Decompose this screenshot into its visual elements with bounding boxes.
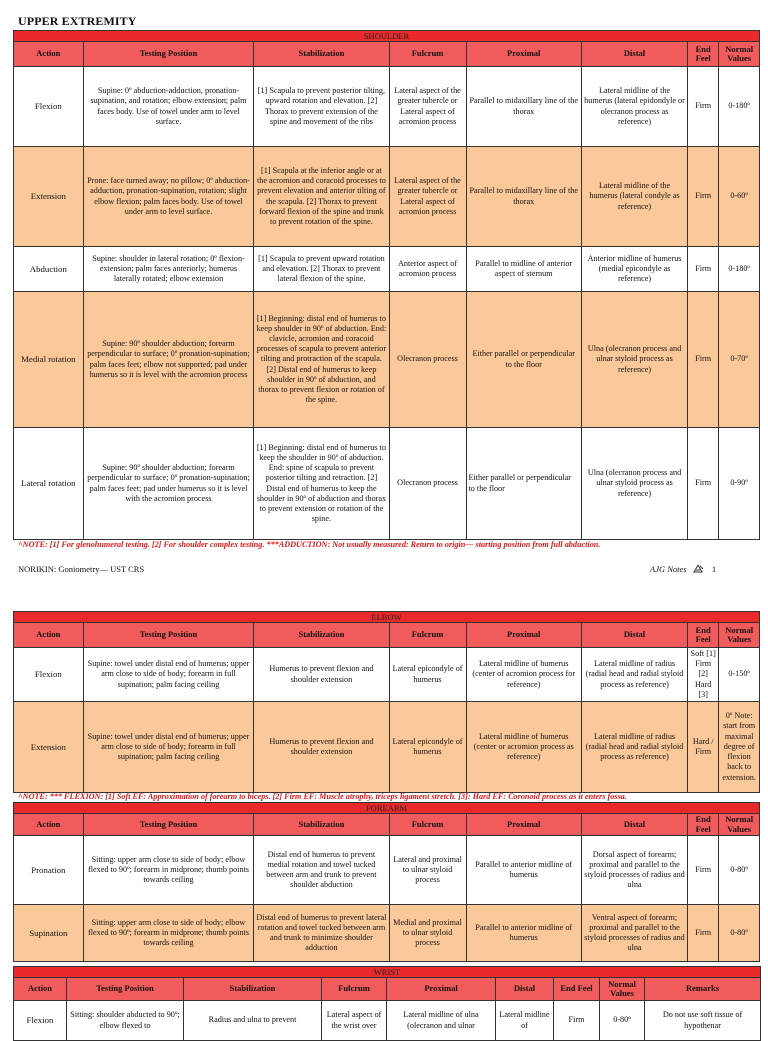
table-row — [14, 147, 760, 247]
table-row — [14, 702, 760, 793]
cell-stabilization: Radius and ulna to prevent — [184, 1001, 322, 1041]
col-header-end-feel: End Feel — [554, 978, 600, 1001]
col-header-proximal: Proximal — [387, 978, 496, 1001]
col-header-fulcrum: Fulcrum — [322, 978, 387, 1001]
cell-stabilization: [1] Scapula to prevent posterior tilting, upward rotation and elevation. [2] Thorax to prevent extension of the spine and movement of the ribs — [254, 67, 389, 147]
col-header-normal-values: Normal Values — [719, 42, 760, 67]
cell-normal-values: 0-180º — [719, 247, 760, 292]
notes-icon — [693, 564, 704, 573]
cell-proximal: Parallel to anterior midline of humerus — [466, 905, 581, 962]
section-label: ELBOW — [14, 612, 760, 623]
col-header-action: Action — [14, 623, 84, 648]
col-header-normal-values: Normal Values — [600, 978, 645, 1001]
col-header-fulcrum: Fulcrum — [389, 42, 466, 67]
cell-proximal: Lateral midline of ulna (olecranon and ulnar — [387, 1001, 496, 1041]
cell-distal: Lateral midline of — [496, 1001, 554, 1041]
col-header-distal: Distal — [581, 814, 687, 836]
cell-proximal: Lateral midline of humerus (center of acromion process for reference) — [466, 648, 581, 702]
shoulder-note: ^NOTE: [1] For glenohumeral testing. [2] For shoulder complex testing. ***ADDUCTION: Not usually measured: Return to origin— starting position from full abduction. — [18, 540, 601, 549]
cell-testing-position: Supine: 90º shoulder abduction; forearm perpendicular to surface; 0º pronation-supination; palm faces feet; pad under humerus so it is level with the acromion process — [83, 428, 254, 540]
cell-end-feel: Firm — [688, 147, 719, 247]
action-cell: Extension — [14, 147, 84, 247]
cell-normal-values: 0-60º — [719, 147, 760, 247]
table-row — [14, 428, 760, 540]
action-cell: Abduction — [14, 247, 84, 292]
wrist-table — [13, 966, 761, 1041]
elbow-note: ^NOTE: *** FLEXION: [1] Soft EF: Approximation of forearm to biceps. [2] Firm EF: Muscle atrophy, triceps ligament stretch. [3]: Hard EF: Coronoid process as it enters fossa. — [18, 792, 627, 801]
cell-fulcrum: Anterior aspect of acromion process — [389, 247, 466, 292]
col-header-testing-position: Testing Position — [83, 623, 254, 648]
cell-stabilization: [1] Scapula to prevent upward rotation and elevation. [2] Thorax to prevent lateral flexion of the spine. — [254, 247, 389, 292]
cell-end-feel: Firm — [688, 67, 719, 147]
section-label: FOREARM — [14, 803, 760, 814]
action-cell: Flexion — [14, 1001, 67, 1041]
col-header-remarks: Remarks — [645, 978, 761, 1001]
cell-testing-position: Sitting: upper arm close to side of body; elbow flexed to 90º; forearm in midprone; thumb points towards ceiling — [83, 836, 254, 905]
cell-proximal: Parallel to anterior midline of humerus — [466, 836, 581, 905]
shoulder-table — [13, 30, 760, 540]
cell-proximal: Parallel to midaxillary line of the thorax — [466, 147, 581, 247]
cell-distal: Lateral midline of radius (radial head and radial styloid process as reference) — [581, 648, 687, 702]
cell-normal-values: 0º Note: start from maximal degree of flexion back to extension. — [719, 702, 760, 793]
action-cell: Medial rotation — [14, 292, 84, 428]
cell-stabilization: Humerus to prevent flexion and shoulder extension — [254, 648, 389, 702]
col-header-stabilization: Stabilization — [184, 978, 322, 1001]
col-header-action: Action — [14, 978, 67, 1001]
table-row — [14, 905, 760, 962]
table-row — [14, 67, 760, 147]
cell-fulcrum: Lateral aspect of the wrist over — [322, 1001, 387, 1041]
cell-remarks: Do not use soft tissue of hypothenar — [645, 1001, 761, 1041]
cell-normal-values: 0-180º — [719, 67, 760, 147]
table-row — [14, 292, 760, 428]
cell-stabilization: Distal end of humerus to prevent medial rotation and towel tucked between arm and trunk to prevent shoulder abduction — [254, 836, 389, 905]
cell-testing-position: Sitting: upper arm close to side of body; elbow flexed to 90º; forearm in midprone; thumb points towards ceiling — [83, 905, 254, 962]
cell-testing-position: Sitting: shoulder abducted to 90º; elbow flexed to — [67, 1001, 184, 1041]
col-header-stabilization: Stabilization — [254, 42, 389, 67]
page-number: 1 — [711, 564, 717, 574]
action-cell: Extension — [14, 702, 84, 793]
cell-end-feel: Firm — [688, 292, 719, 428]
page-title: UPPER EXTREMITY — [18, 14, 137, 28]
col-header-normal-values: Normal Values — [719, 623, 760, 648]
table-row — [14, 1001, 761, 1041]
col-header-normal-values: Normal Values — [719, 814, 760, 836]
cell-testing-position: Supine: 0º abduction-adduction, pronation-supination, and rotation; elbow extension; palm faces body. Use of towel under arm to level surface. — [83, 67, 254, 147]
cell-normal-values: 0-150º — [719, 648, 760, 702]
cell-distal: Lateral midline of the humerus (lateral condyle as reference) — [581, 147, 687, 247]
col-header-distal: Distal — [496, 978, 554, 1001]
cell-testing-position: Supine: towel under distal end of humerus; upper arm close to side of body; forearm in full supination; palm facing ceiling — [83, 702, 254, 793]
col-header-proximal: Proximal — [466, 814, 581, 836]
cell-fulcrum: Lateral epicondyle of humerus — [389, 702, 466, 793]
cell-normal-values: 0-80º — [600, 1001, 645, 1041]
col-header-fulcrum: Fulcrum — [389, 814, 466, 836]
col-header-testing-position: Testing Position — [83, 42, 254, 67]
footer-source: NORIKIN: Goniometry— UST CRS — [18, 564, 145, 574]
cell-testing-position: Prone: face turned away; no pillow; 0º abduction-adduction, pronation-supination, rotation; slight elbow flexion; palm faces body. Use of towel under arm to level surface. — [83, 147, 254, 247]
cell-end-feel: Firm — [554, 1001, 600, 1041]
action-cell: Flexion — [14, 648, 84, 702]
cell-fulcrum: Olecranon process — [389, 428, 466, 540]
cell-stabilization: Distal end of humerus to prevent lateral rotation and towel tucked between arm and trunk to minimize shoulder adduction — [254, 905, 389, 962]
col-header-proximal: Proximal — [466, 42, 581, 67]
col-header-end-feel: End Feel — [688, 623, 719, 648]
table-row — [14, 648, 760, 702]
col-header-stabilization: Stabilization — [254, 623, 389, 648]
action-cell: Pronation — [14, 836, 84, 905]
col-header-distal: Distal — [581, 42, 687, 67]
cell-end-feel: Firm — [688, 836, 719, 905]
cell-testing-position: Supine: 90º shoulder abduction; forearm perpendicular to surface; 0º pronation-supination; palm faces feet; elbow not supported; pad under humerus so it is level with the acromion process — [83, 292, 254, 428]
cell-fulcrum: Lateral and proximal to ulnar styloid process — [389, 836, 466, 905]
cell-proximal: Parallel to midaxillary line of the thorax — [466, 67, 581, 147]
action-cell: Lateral rotation — [14, 428, 84, 540]
cell-stabilization: [1] Beginning: distal end of humerus to keep the shoulder in 90º of abduction. End: spine of scapula to prevent posterior tilting and retraction. [2] Distal end of humerus to keep the shoulder in 90º of abduction and thorax to prevent extension or rotation of the spine. — [254, 428, 389, 540]
cell-distal: Anterior midline of humerus (medial epicondyle as reference) — [581, 247, 687, 292]
section-label: SHOULDER — [14, 31, 760, 42]
footer-notes-label: AJG Notes — [650, 564, 687, 574]
cell-proximal: Lateral midline of humerus (center or acromion process as reference) — [466, 702, 581, 793]
action-cell: Supination — [14, 905, 84, 962]
col-header-testing-position: Testing Position — [83, 814, 254, 836]
col-header-end-feel: End Feel — [688, 814, 719, 836]
col-header-proximal: Proximal — [466, 623, 581, 648]
cell-distal: Lateral midline of radius (radial head and radial styloid process as reference) — [581, 702, 687, 793]
cell-end-feel: Firm — [688, 905, 719, 962]
action-cell: Flexion — [14, 67, 84, 147]
elbow-table — [13, 611, 760, 793]
cell-proximal: Either parallel or perpendicular to the floor — [466, 428, 581, 540]
footer-notes — [650, 564, 716, 574]
cell-end-feel: Firm — [688, 428, 719, 540]
cell-distal: Ulna (olecranon process and ulnar styloid process as reference) — [581, 292, 687, 428]
cell-end-feel: Hard / Firm — [688, 702, 719, 793]
col-header-action: Action — [14, 814, 84, 836]
section-label: WRIST — [14, 967, 761, 978]
cell-distal: Lateral midline of the humerus (lateral epidondyle or olecranon process as reference) — [581, 67, 687, 147]
cell-testing-position: Supine: towel under distal end of humerus; upper arm close to side of body; forearm in full supination; palm facing ceiling — [83, 648, 254, 702]
cell-distal: Ulna (olecranon process and ulnar styloid process as reference) — [581, 428, 687, 540]
cell-normal-values: 0-80º — [719, 836, 760, 905]
cell-testing-position: Supine: shoulder in lateral rotation; 0º flexion-extension; palm faces anteriorly; humerus laterally rotated; elbow extension — [83, 247, 254, 292]
cell-stabilization: [1] Scapula at the inferior angle or at the acromion and coracoid processes to prevent elevation and anterior tilting of the scapula. [2] Thorax to prevent forward flexion of the spine and trunk to prevent rotation of the spine. — [254, 147, 389, 247]
cell-fulcrum: Lateral aspect of the greater tubercle or Lateral aspect of acromion process — [389, 147, 466, 247]
cell-proximal: Parallel to midline of anterior aspect of sternum — [466, 247, 581, 292]
cell-end-feel: Soft [1] Firm [2] Hard [3] — [688, 648, 719, 702]
table-row — [14, 836, 760, 905]
cell-normal-values: 0-80º — [719, 905, 760, 962]
cell-fulcrum: Medial and proximal to ulnar styloid process — [389, 905, 466, 962]
col-header-stabilization: Stabilization — [254, 814, 389, 836]
col-header-testing-position: Testing Position — [67, 978, 184, 1001]
col-header-end-feel: End Feel — [688, 42, 719, 67]
col-header-distal: Distal — [581, 623, 687, 648]
table-row — [14, 247, 760, 292]
cell-distal: Dorsal aspect of forearm; proximal and parallel to the styloid processes of radius and ulna — [581, 836, 687, 905]
cell-fulcrum: Olecranon process — [389, 292, 466, 428]
forearm-table — [13, 802, 760, 962]
col-header-action: Action — [14, 42, 84, 67]
cell-stabilization: [1] Beginning: distal end of humerus to keep shoulder in 90º of abduction. End: clavicle, acromion and coracoid processes of scapula to prevent anterior tilting and protraction of the scapula. [2] Distal end of humerus to keep shoulder in 90º of abduction, and thorax to prevent flexion or rotation of the spine. — [254, 292, 389, 428]
cell-fulcrum: Lateral epicondyle of humerus — [389, 648, 466, 702]
cell-end-feel: Firm — [688, 247, 719, 292]
cell-normal-values: 0-90º — [719, 428, 760, 540]
cell-fulcrum: Lateral aspect of the greater tubercle or Lateral aspect of acromion process — [389, 67, 466, 147]
cell-normal-values: 0-70º — [719, 292, 760, 428]
cell-stabilization: Humerus to prevent flexion and shoulder extension — [254, 702, 389, 793]
cell-distal: Ventral aspect of forearm; proximal and parallel to the styloid processes of radius and ulna — [581, 905, 687, 962]
col-header-fulcrum: Fulcrum — [389, 623, 466, 648]
cell-proximal: Either parallel or perpendicular to the floor — [466, 292, 581, 428]
